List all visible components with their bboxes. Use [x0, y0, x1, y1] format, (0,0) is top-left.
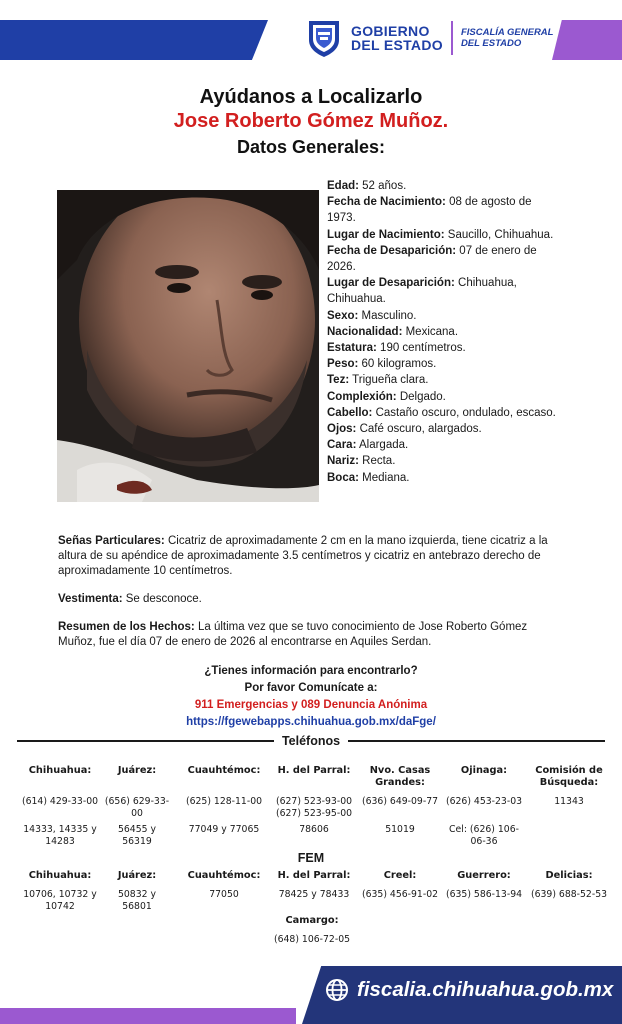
- senas-value: Cicatriz de aproximadamente 2 cm en la mano izquierda, tiene cicatriz a la altura de su apéndice de aproximadamente 3.5 centímetros y cicatriz en antebrazo derecho de aproximadamente 10 centímetros.: [58, 535, 548, 577]
- general-data-heading: Datos Generales:: [236, 137, 386, 157]
- phones-cell: (614) 429-33-00: [21, 796, 99, 807]
- fiscalia-text: [461, 27, 554, 49]
- fem-cell: 50832 y 56801: [117, 889, 157, 912]
- fem-header-cell: H. del Parral:: [277, 870, 351, 881]
- fem-cell: (635) 586-13-94: [445, 889, 523, 900]
- contact-question: ¿Tienes información para encontrarlo?: [204, 665, 418, 677]
- senas-label: Señas Particulares:: [58, 535, 165, 547]
- government-logo: [305, 18, 553, 58]
- detail-row: [327, 372, 559, 388]
- detail-row: [327, 421, 559, 437]
- detail-label: Ojos:: [327, 423, 357, 436]
- emergency-numbers: 911 Emergencias y 089 Denuncia Anónima: [194, 699, 428, 711]
- vestimenta-value: Se desconoce.: [122, 593, 202, 605]
- footer-purple-band: [0, 1008, 296, 1024]
- detail-value: Masculino.: [358, 309, 417, 322]
- heading-rule-right: [348, 740, 605, 742]
- detail-row: [327, 194, 559, 226]
- detail-label: Cabello:: [327, 406, 373, 419]
- camargo-phone: (648) 106-72-05: [273, 934, 351, 945]
- report-link[interactable]: https://fgewebapps.chihuahua.gob.mx/daFge/: [186, 716, 436, 728]
- detail-value: Saucillo, Chihuahua.: [444, 228, 554, 241]
- state-shield-icon: [305, 18, 343, 58]
- general-data-list: [327, 178, 559, 486]
- phones-cell: 14333, 14335 y 14283: [23, 824, 97, 847]
- fem-header-cell: Delicias:: [545, 870, 593, 881]
- detail-value: Café oscuro, alargados.: [356, 423, 482, 436]
- fem-cell: (635) 456-91-02: [361, 889, 439, 900]
- detail-value: Mediana.: [358, 471, 410, 484]
- detail-label: Boca:: [327, 471, 359, 484]
- phones-cell: (656) 629-33-00: [104, 796, 170, 819]
- detail-label: Estatura:: [327, 342, 377, 355]
- page-title: Ayúdanos a Localizarlo: [199, 86, 423, 108]
- detail-label: Complexión:: [327, 390, 397, 403]
- detail-label: Fecha de Desaparición:: [327, 244, 457, 257]
- fisc-line2: DEL ESTADO: [460, 38, 522, 49]
- header-purple-band: [552, 20, 622, 60]
- phones-heading: [17, 733, 605, 749]
- header-blue-band: [0, 20, 268, 60]
- detail-label: Fecha de Nacimiento:: [327, 196, 446, 209]
- detail-value: Alargada.: [356, 439, 409, 452]
- detail-row: [327, 178, 559, 194]
- contact-instruction: Por favor Comunícate a:: [244, 682, 378, 694]
- detail-label: Cara:: [327, 439, 357, 452]
- detail-row: [327, 275, 559, 307]
- logo-divider: [451, 21, 453, 55]
- phones-cell: (626) 453-23-03: [445, 796, 523, 807]
- phones-heading-label: Teléfonos: [281, 734, 341, 748]
- detail-value: 07 de enero de 2026.: [327, 244, 537, 274]
- phones-cell: 51019: [385, 824, 415, 835]
- resumen-value: La última vez que se tuvo conocimiento de Jose Roberto Gómez Muñoz, fue el día 07 de enero de 2026 al encontrarse en Aquiles Serdan.: [58, 621, 528, 648]
- detail-row: [327, 405, 559, 421]
- phones-cell: (627) 523-93-00 (627) 523-95-00: [275, 796, 353, 819]
- detail-row: [327, 437, 559, 453]
- phones-header-cell: Ojinaga:: [460, 765, 508, 776]
- detail-label: Edad:: [327, 180, 359, 192]
- detail-row: [327, 356, 559, 372]
- fem-cell: 10706, 10732 y 10742: [23, 889, 97, 912]
- fem-header-cell: Creel:: [383, 870, 417, 881]
- detail-label: Lugar de Desaparición:: [327, 277, 455, 290]
- fem-cell: (639) 688-52-53: [530, 889, 608, 900]
- missing-person-name: Jose Roberto Gómez Muñoz.: [173, 110, 449, 132]
- person-photo: [57, 190, 319, 502]
- gob-line2: DEL ESTADO: [351, 37, 443, 53]
- heading-rule-left: [17, 740, 274, 742]
- fem-cell: 77050: [209, 889, 239, 900]
- facts-summary: [58, 620, 568, 650]
- detail-row: [327, 470, 559, 486]
- detail-row: [327, 243, 559, 275]
- phones-cell: 56455 y 56319: [117, 824, 157, 847]
- detail-value: 190 centímetros.: [376, 342, 466, 355]
- detail-row: [327, 324, 559, 340]
- detail-value: Mexicana.: [402, 325, 459, 338]
- clothing: [58, 592, 568, 607]
- detail-label: Nariz:: [327, 455, 359, 468]
- phones-cell: (625) 128-11-00: [185, 796, 263, 807]
- detail-row: [327, 389, 559, 405]
- detail-row: [327, 340, 559, 356]
- detail-row: [327, 308, 559, 324]
- phones-cell: Cel: (626) 106-06-36: [449, 824, 519, 847]
- footer-site-text: fiscalia.chihuahua.gob.mx: [357, 978, 614, 1001]
- detail-value: Recta.: [358, 455, 396, 468]
- phones-header-cell: Comisión de Búsqueda:: [535, 765, 603, 788]
- phones-cell: 78606: [299, 824, 329, 835]
- fem-heading: FEM: [297, 851, 325, 865]
- detail-label: Nacionalidad:: [327, 325, 403, 338]
- detail-value: 60 kilogramos.: [358, 358, 437, 371]
- phones-cell: (636) 649-09-77: [361, 796, 439, 807]
- resumen-label: Resumen de los Hechos:: [58, 621, 195, 633]
- globe-icon: [325, 978, 349, 1002]
- detail-label: Sexo:: [327, 309, 359, 322]
- fem-header-cell: Cuauhtémoc:: [187, 870, 261, 881]
- detail-label: Peso:: [327, 358, 359, 371]
- vestimenta-label: Vestimenta:: [58, 593, 123, 605]
- person-photo-illustration: [57, 190, 319, 502]
- phones-cell: 77049 y 77065: [188, 824, 260, 835]
- phones-header-cell: Chihuahua:: [28, 765, 92, 776]
- detail-row: [327, 227, 559, 243]
- fisc-line1: FISCALÍA GENERAL: [460, 27, 554, 38]
- camargo-label: Camargo:: [285, 915, 339, 926]
- detail-value: 52 años.: [358, 180, 407, 192]
- fem-header-cell: Chihuahua:: [28, 870, 92, 881]
- fem-header-cell: Juárez:: [117, 870, 157, 881]
- phones-header-cell: Cuauhtémoc:: [187, 765, 261, 776]
- detail-value: 08 de agosto de 1973.: [327, 196, 532, 225]
- distinguishing-marks: [58, 534, 568, 579]
- gob-line1: GOBIERNO: [351, 23, 430, 39]
- phones-header-cell: Juárez:: [117, 765, 157, 776]
- detail-label: Tez:: [327, 374, 350, 387]
- detail-value: Chihuahua, Chihuahua.: [327, 277, 517, 306]
- phones-header-cell: Nvo. Casas Grandes:: [369, 765, 431, 788]
- phones-header-cell: H. del Parral:: [277, 765, 351, 776]
- detail-value: Trigueña clara.: [349, 374, 429, 387]
- footer-site[interactable]: [325, 978, 613, 1002]
- gobierno-text: [351, 24, 443, 52]
- phones-cell: 11343: [554, 796, 584, 807]
- detail-row: [327, 453, 559, 469]
- fem-cell: 78425 y 78433: [278, 889, 350, 900]
- detail-value: Castaño oscuro, ondulado, escaso.: [372, 406, 556, 419]
- fem-header-cell: Guerrero:: [457, 870, 511, 881]
- contact-block: [0, 663, 622, 731]
- detail-value: Delgado.: [396, 390, 446, 403]
- detail-label: Lugar de Nacimiento:: [327, 228, 445, 241]
